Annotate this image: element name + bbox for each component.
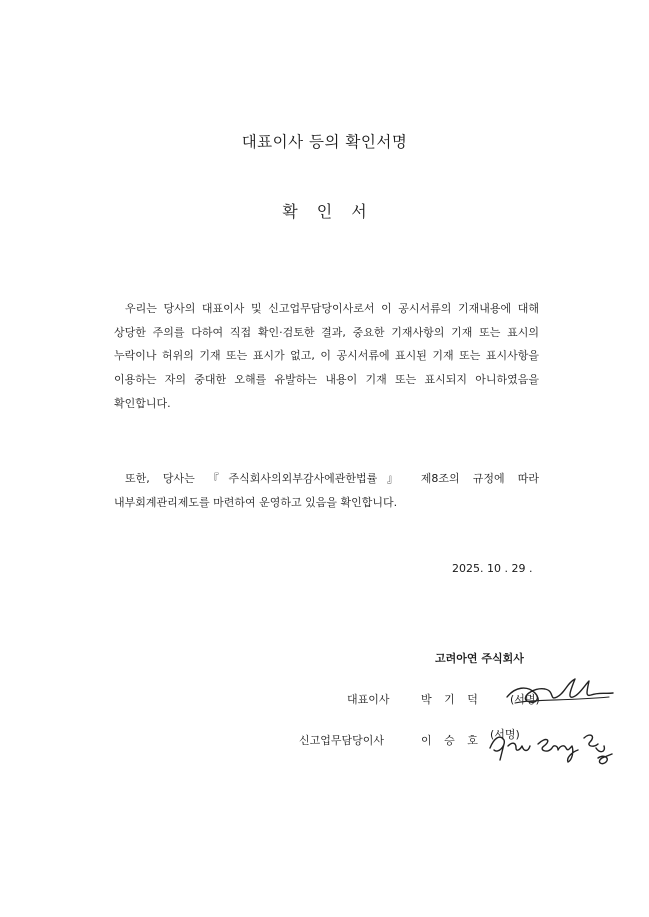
signer-name-ceo: 박 기 덕 (421, 693, 478, 706)
main-title: 대표이사 등의 확인서명 (241, 133, 408, 151)
company-name: 고려아연 주식회사 (435, 652, 524, 665)
signer-seal-label-ceo: (서명) (510, 693, 540, 706)
signer-role-disclosure-officer: 신고업무담당이사 (299, 734, 385, 747)
ceo-signature-icon (505, 675, 615, 711)
internal-control-paragraph: 또한, 당사는 『주식회사의외부감사에관한법률』 제8조의 규정에 따라 내부회계관리제도를 마련하여 운영하고 있음을 확인합니다. (114, 472, 539, 509)
confirmation-paragraph: 우리는 당사의 대표이사 및 신고업무담당이사로서 이 공시서류의 기재내용에 대해 상당한 주의를 다하여 직접 확인·검토한 결과, 중요한 기재사항의 기재 또는 표시의 누락이나 허위의 기재 또는 표시가 없고, 이 공시서류에 표시된 기재 또는 표시사항을 이용하는 자의 중대한 오해를 유발하는 내용이 기재 또는 표시되지 아니하였음을 확인합니다. (114, 302, 539, 410)
signer-seal-label-disclosure-officer: (서명) (490, 728, 520, 741)
document-date: 2025. 10 . 29 . (452, 562, 533, 575)
disclosure-officer-signature-icon (486, 718, 616, 770)
sub-title: 확 인 서 (282, 202, 367, 221)
signer-role-ceo: 대표이사 (347, 693, 390, 706)
signer-name-disclosure-officer: 이 승 호 (421, 734, 478, 747)
